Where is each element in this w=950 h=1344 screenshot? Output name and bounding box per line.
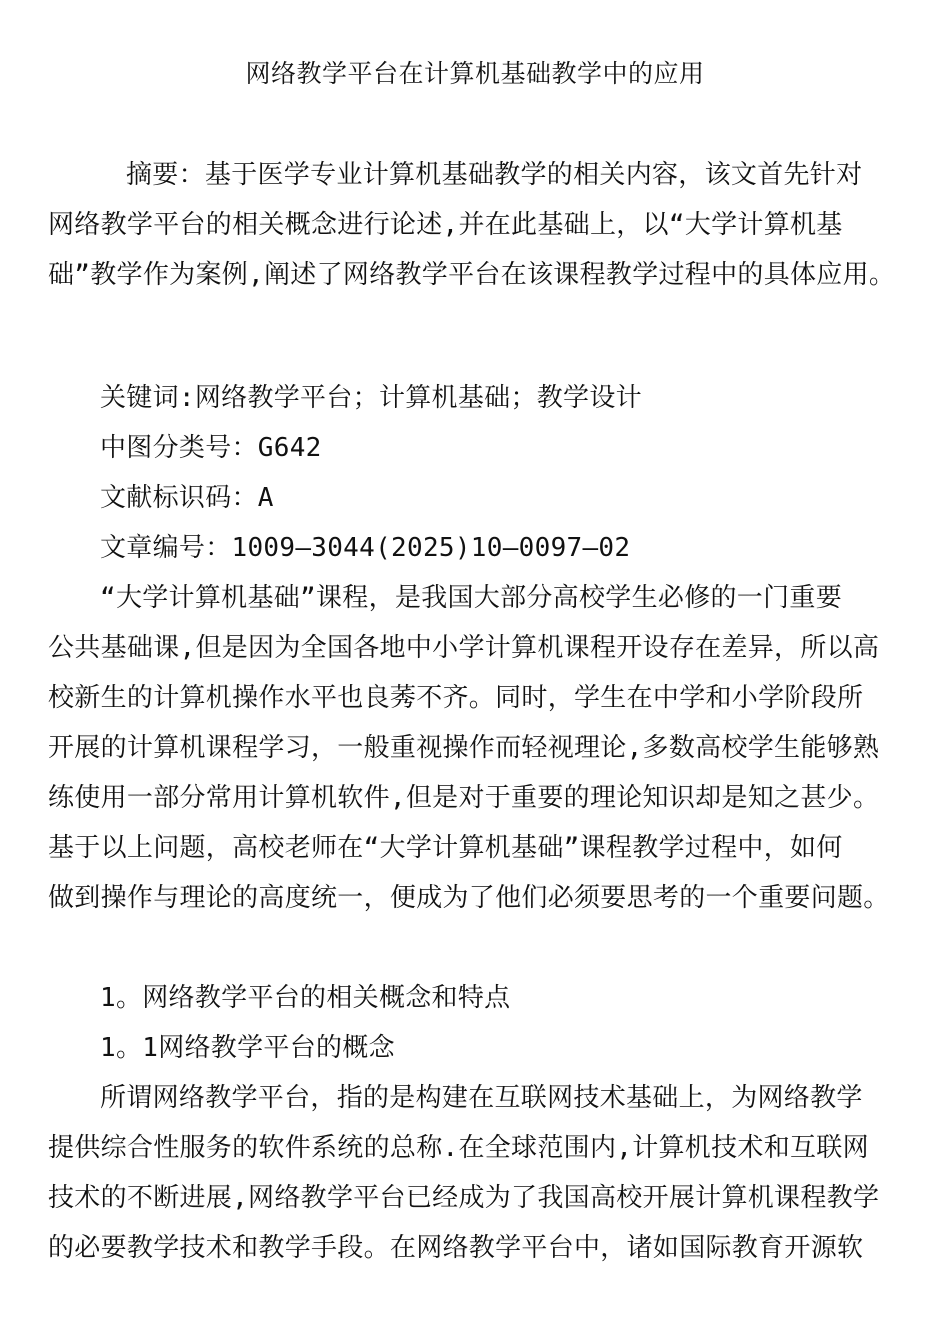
document-code-line: 文献标识码：A (100, 483, 274, 513)
paragraph-line: 提供综合性服务的软件系统的总称.在全球范围内,计算机技术和互联网 (48, 1133, 869, 1163)
keywords-line: 关键词:网络教学平台；计算机基础；教学设计 (100, 383, 642, 413)
abstract-line: 础”教学作为案例,阐述了网络教学平台在该课程教学过程中的具体应用。 (48, 260, 896, 290)
classification-line: 中图分类号：G642 (100, 433, 322, 463)
article-number-line: 文章编号：1009—3044(2025)10—0097—02 (100, 533, 631, 563)
paragraph-line: 基于以上问题，高校老师在“大学计算机基础”课程教学过程中，如何 (48, 833, 843, 863)
document-title: 网络教学平台在计算机基础教学中的应用 (245, 59, 705, 88)
paragraph-line: 开展的计算机课程学习，一般重视操作而轻视理论,多数高校学生能够熟 (48, 733, 880, 763)
paragraph-line: 校新生的计算机操作水平也良莠不齐。同时，学生在中学和小学阶段所 (48, 683, 864, 713)
paragraph-line: 技术的不断进展,网络教学平台已经成为了我国高校开展计算机课程教学 (48, 1183, 880, 1213)
subsection-heading: 1。1网络教学平台的概念 (100, 1033, 395, 1063)
paragraph-line: “大学计算机基础”课程，是我国大部分高校学生必修的一门重要 (100, 583, 843, 613)
paragraph-line: 的必要教学技术和教学手段。在网络教学平台中，诸如国际教育开源软 (48, 1233, 864, 1263)
paragraph-line: 所谓网络教学平台，指的是构建在互联网技术基础上，为网络教学 (100, 1083, 863, 1113)
paragraph-line: 公共基础课,但是因为全国各地中小学计算机课程开设存在差异，所以高 (48, 633, 880, 663)
paragraph-line: 做到操作与理论的高度统一，便成为了他们必须要思考的一个重要问题。 (48, 883, 890, 913)
abstract-line: 网络教学平台的相关概念进行论述,并在此基础上，以“大学计算机基 (48, 210, 843, 240)
abstract-line: 摘要：基于医学专业计算机基础教学的相关内容，该文首先针对 (126, 160, 863, 190)
paragraph-line: 练使用一部分常用计算机软件,但是对于重要的理论知识却是知之甚少。 (48, 783, 880, 813)
section-heading: 1。网络教学平台的相关概念和特点 (100, 983, 511, 1013)
